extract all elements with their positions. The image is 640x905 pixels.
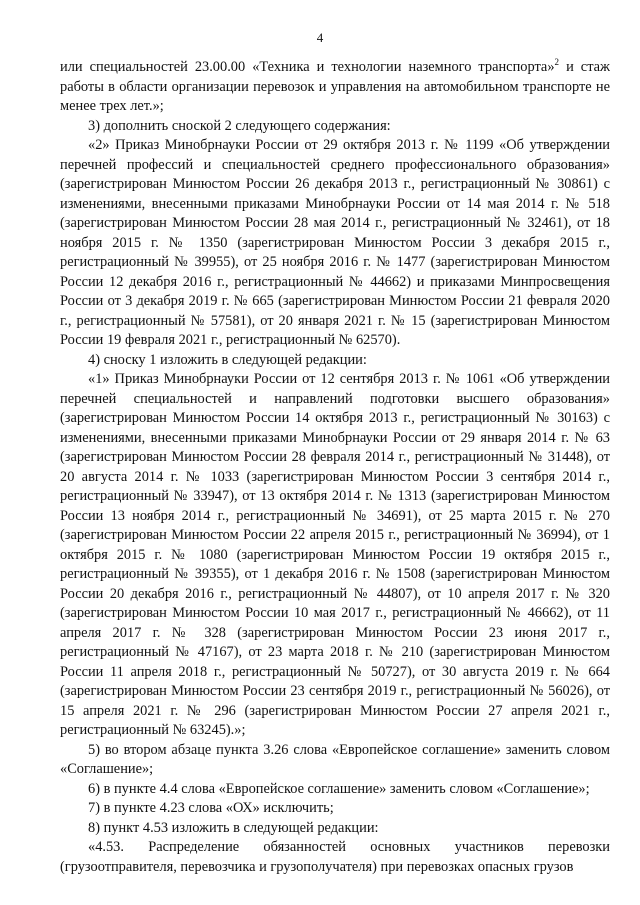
paragraph-1 <box>60 58 610 117</box>
document-body <box>60 58 610 877</box>
paragraph-8: 7) в пункте 4.23 слова «ОХ» исключить; <box>88 800 334 816</box>
paragraph-3: «2» Приказ Минобрнауки России от 29 октября 2013 г. № 1199 «Об утверждении перечней профессий и специальностей среднего профессионального образования» (зарегистрирован Минюстом России 26 декабря 2013 г., регистрационный № 30861) с изменениями, внесенными приказами Минобрнауки России от 14 мая 2014 г. № 518 (зарегистрирован Минюстом России 28 мая 2014 г., регистрационный № 32461), от 18 ноября 2015 г. № 1350 (зарегистрирован Минюстом России 3 декабря 2015 г., регистрационный № 39955), от 25 ноября 2016 г. № 1477 (зарегистрирован Минюстом России 12 декабря 2016 г., регистрационный № 44662) и приказами Минпросвещения России от 3 декабря 2019 г. № 665 (зарегистрирован Минюстом России 21 февраля 2020 г., регистрационный № 57581), от 20 января 2021 г. № 15 (зарегистрирован Минюстом России 19 февраля 2021 г., регистрационный № 62570). <box>60 137 610 348</box>
paragraph-2: 3) дополнить сноской 2 следующего содержания: <box>88 117 391 134</box>
paragraph-6: 5) во втором абзаце пункта 3.26 слова «Европейское соглашение» заменить словом «Соглашение»; <box>60 741 610 777</box>
paragraph-5: «1» Приказ Минобрнауки России от 12 сентября 2013 г. № 1061 «Об утверждении перечней специальностей и направлений подготовки высшего образования» (зарегистрирован Минюстом России 14 октября 2013 г., регистрационный № 30163) с изменениями, внесенными приказами Минобрнауки России от 29 января 2014 г. № 63 (зарегистрирован Минюстом России 28 февраля 2014 г., регистрационный № 31448), от 20 августа 2014 г. № 1033 (зарегистрирован Минюстом России 3 сентября 2014 г., регистрационный № 33947), от 13 октября 2014 г. № 1313 (зарегистрирован Минюстом России 13 ноября 2014 г., регистрационный № 34691), от 25 марта 2015 г. № 270 (зарегистрирован Минюстом России 22 апреля 2015 г., регистрационный № 36994), от 1 октября 2015 г. № 1080 (зарегистрирован Минюстом России 19 октября 2015 г., регистрационный № 39355), от 1 декабря 2016 г. № 1508 (зарегистрирован Минюстом России 20 декабря 2016 г., регистрационный № 44807), от 10 апреля 2017 г. № 320 (зарегистрирован Минюстом России 10 мая 2017 г., регистрационный № 46662), от 11 апреля 2017 г. № 328 (зарегистрирован Минюстом России 23 июня 2017 г., регистрационный № 47167), от 23 марта 2018 г. № 210 (зарегистрирован Минюстом России 11 апреля 2018 г., регистрационный № 50727), от 30 августа 2019 г. № 664 (зарегистрирован Минюстом России 23 сентября 2019 г., регистрационный № 56026), от 15 апреля 2021 г. № 296 (зарегистрирован Минюстом России 27 апреля 2021 г., регистрационный № 63245).»; <box>60 371 610 738</box>
paragraph-7: 6) в пункте 4.4 слова «Европейское соглашение» заменить словом «Соглашение»; <box>88 780 590 797</box>
paragraph-9: 8) пункт 4.53 изложить в следующей редакции: <box>88 819 379 836</box>
footnote-ref-2: 2 <box>554 57 560 68</box>
paragraph-4: 4) сноску 1 изложить в следующей редакции: <box>88 351 367 368</box>
paragraph-1-text: или специальностей 23.00.00 «Техника и технологии наземного транспорта» <box>60 59 555 75</box>
page-number: 4 <box>316 30 324 45</box>
paragraph-1-tail: и стаж работы в области организации перевозок и управления на автомобильном транспорте не менее трех лет.»; <box>60 59 610 114</box>
paragraph-10: «4.53. Распределение обязанностей основных участников перевозки (грузоотправителя, перевозчика и грузополучателя) при перевозках опасных грузов <box>60 839 610 875</box>
